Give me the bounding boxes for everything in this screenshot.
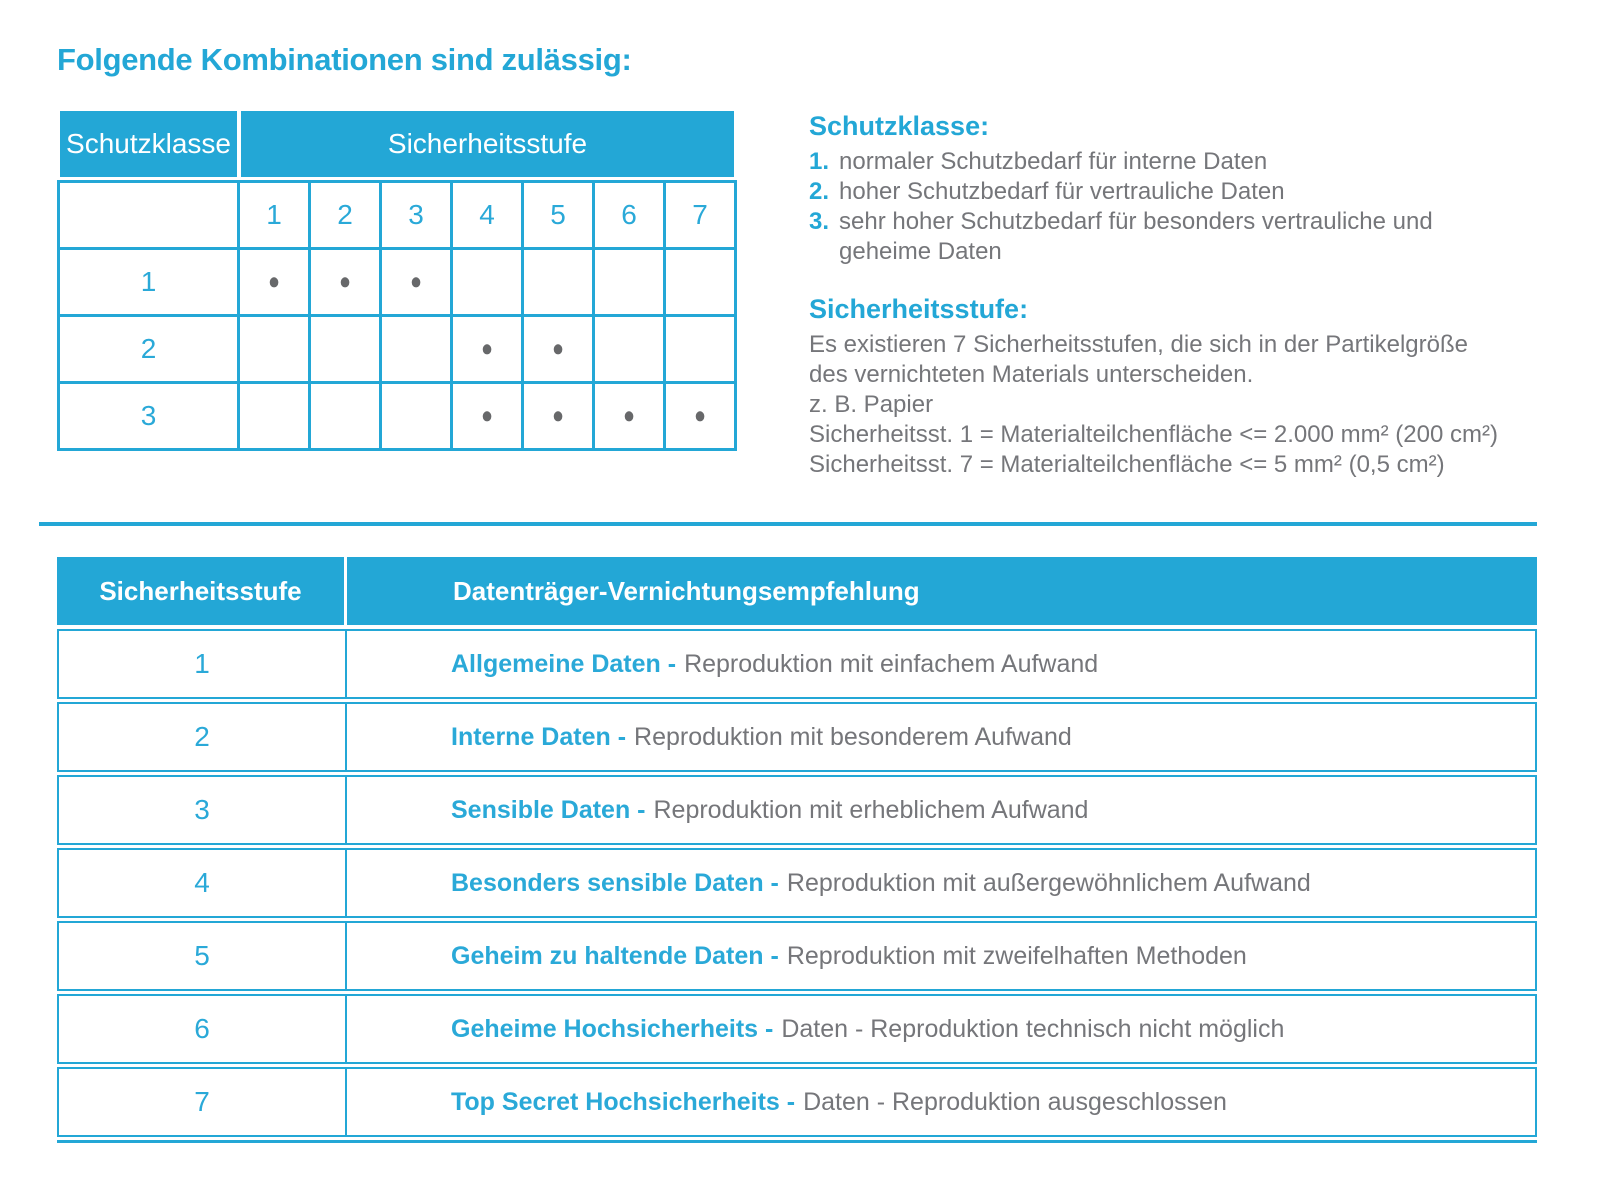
row-detail: Reproduktion mit zweifelhaften Methoden [786,941,1247,970]
item-text: hoher Schutzbedarf für vertrauliche Daten [839,178,1285,205]
matrix-header-sicherheitsstufe: Sicherheitsstufe [241,111,734,177]
row-category: Sensible Daten - [451,795,646,824]
matrix-corner-cell [60,183,237,247]
sicherheitsstufe-text-line: Es existieren 7 Sicherheitsstufen, die sich in der Partikelgröße [809,331,1468,358]
row-number: 3 [59,777,347,843]
row-number: 2 [59,704,347,770]
row-description [347,631,1535,697]
recommendation-row-3 [57,775,1537,845]
schutzklasse-item-3 [809,207,1533,267]
matrix-level-4: 4 [453,183,521,247]
item-text: sehr hoher Schutzbedarf für besonders vertrauliche und [839,208,1433,235]
row-number: 6 [59,996,347,1062]
matrix-dot-cell [240,317,308,381]
row-category: Geheime Hochsicherheits - [451,1014,774,1043]
recommendation-row-4 [57,848,1537,918]
recommendation-row-1 [57,629,1537,699]
row-category: Geheim zu haltende Daten - [451,941,779,970]
schutzklasse-heading: Schutzklasse: [809,111,990,141]
row-description [347,704,1535,770]
row-number: 7 [59,1069,347,1135]
matrix-dot-cell [382,384,450,448]
matrix-level-5: 5 [524,183,592,247]
matrix-dot-cell [382,317,450,381]
dot-icon: ● [480,335,494,362]
item-text-line2: geheime Daten [839,238,1002,265]
row-description [347,850,1535,916]
dot-icon: ● [480,402,494,429]
matrix-dot-cell [453,250,521,314]
dot-icon: ● [693,402,707,429]
dot-icon: ● [409,268,423,295]
matrix-dot-cell [311,317,379,381]
sicherheitsstufe-text-line: Sicherheitsst. 7 = Materialteilchenfläche <= 5 mm² (0,5 cm²) [809,451,1445,478]
item-text: normaler Schutzbedarf für interne Daten [839,148,1268,175]
info-column [809,111,1533,480]
row-description [347,1069,1535,1135]
matrix-dot-cell [240,250,308,314]
matrix-row-label: 3 [60,384,237,448]
row-category: Top Secret Hochsicherheits - [451,1087,796,1116]
schutzklasse-item-1 [809,147,1533,177]
matrix-row-label: 2 [60,317,237,381]
item-number: 2. [809,178,830,205]
row-description [347,996,1535,1062]
recommendation-row-2 [57,702,1537,772]
matrix-level-7: 7 [666,183,734,247]
matrix-dot-cell [311,384,379,448]
matrix-dot-cell [382,250,450,314]
matrix-level-3: 3 [382,183,450,247]
matrix-dot-cell [311,250,379,314]
header-vernichtungsempfehlung: Datenträger-Vernichtungsempfehlung [453,575,920,606]
matrix-body [57,180,737,451]
row-detail: Reproduktion mit einfachem Aufwand [684,649,1099,678]
page-title: Folgende Kombinationen sind zulässig: [57,42,632,77]
matrix-dot-cell [666,250,734,314]
matrix-dot-cell [524,384,592,448]
matrix-header-schutzklasse: Schutzklasse [60,111,237,177]
section-divider [39,522,1537,526]
recommendation-header-row [57,557,1537,625]
recommendation-table [57,557,1537,1143]
sicherheitsstufe-heading: Sicherheitsstufe: [809,294,1029,324]
item-number: 3. [809,208,830,235]
top-section [57,111,1543,480]
row-detail: Daten - Reproduktion ausgeschlossen [803,1087,1227,1116]
dot-icon: ● [267,268,281,295]
dot-icon: ● [622,402,636,429]
row-category: Besonders sensible Daten - [451,868,779,897]
row-detail: Reproduktion mit erheblichem Aufwand [653,795,1089,824]
sicherheitsstufe-text-line: des vernichteten Materials unterscheiden. [809,361,1254,388]
sicherheitsstufe-text-line: Sicherheitsst. 1 = Materialteilchenfläche <= 2.000 mm² (200 cm²) [809,421,1498,448]
matrix-level-1: 1 [240,183,308,247]
row-description [347,777,1535,843]
matrix-dot-cell [595,250,663,314]
row-number: 4 [59,850,347,916]
row-category: Interne Daten - [451,722,627,751]
matrix-dot-cell [453,317,521,381]
dot-icon: ● [551,402,565,429]
matrix-dot-cell [524,317,592,381]
row-category: Allgemeine Daten - [451,649,677,678]
dot-icon: ● [551,335,565,362]
item-number: 1. [809,148,830,175]
recommendation-row-7 [57,1067,1537,1137]
matrix-dot-cell [240,384,308,448]
combination-matrix-table [57,111,737,451]
row-detail: Daten - Reproduktion technisch nicht möglich [781,1014,1285,1043]
matrix-row-label: 1 [60,250,237,314]
matrix-dot-cell [666,384,734,448]
schutzklasse-item-2 [809,177,1533,207]
row-detail: Reproduktion mit besonderem Aufwand [634,722,1072,751]
matrix-dot-cell [524,250,592,314]
matrix-dot-cell [595,317,663,381]
row-description [347,923,1535,989]
matrix-dot-cell [595,384,663,448]
matrix-level-6: 6 [595,183,663,247]
recommendation-row-6 [57,994,1537,1064]
row-detail: Reproduktion mit außergewöhnlichem Aufwand [786,868,1311,897]
recommendation-row-5 [57,921,1537,991]
matrix-header-row [57,111,737,177]
matrix-dot-cell [666,317,734,381]
table-bottom-accent-line [57,1140,1537,1143]
row-number: 5 [59,923,347,989]
sicherheitsstufe-text-line: z. B. Papier [809,391,934,418]
matrix-level-2: 2 [311,183,379,247]
row-number: 1 [59,631,347,697]
dot-icon: ● [338,268,352,295]
matrix-dot-cell [453,384,521,448]
header-sicherheitsstufe: Sicherheitsstufe [57,557,347,625]
